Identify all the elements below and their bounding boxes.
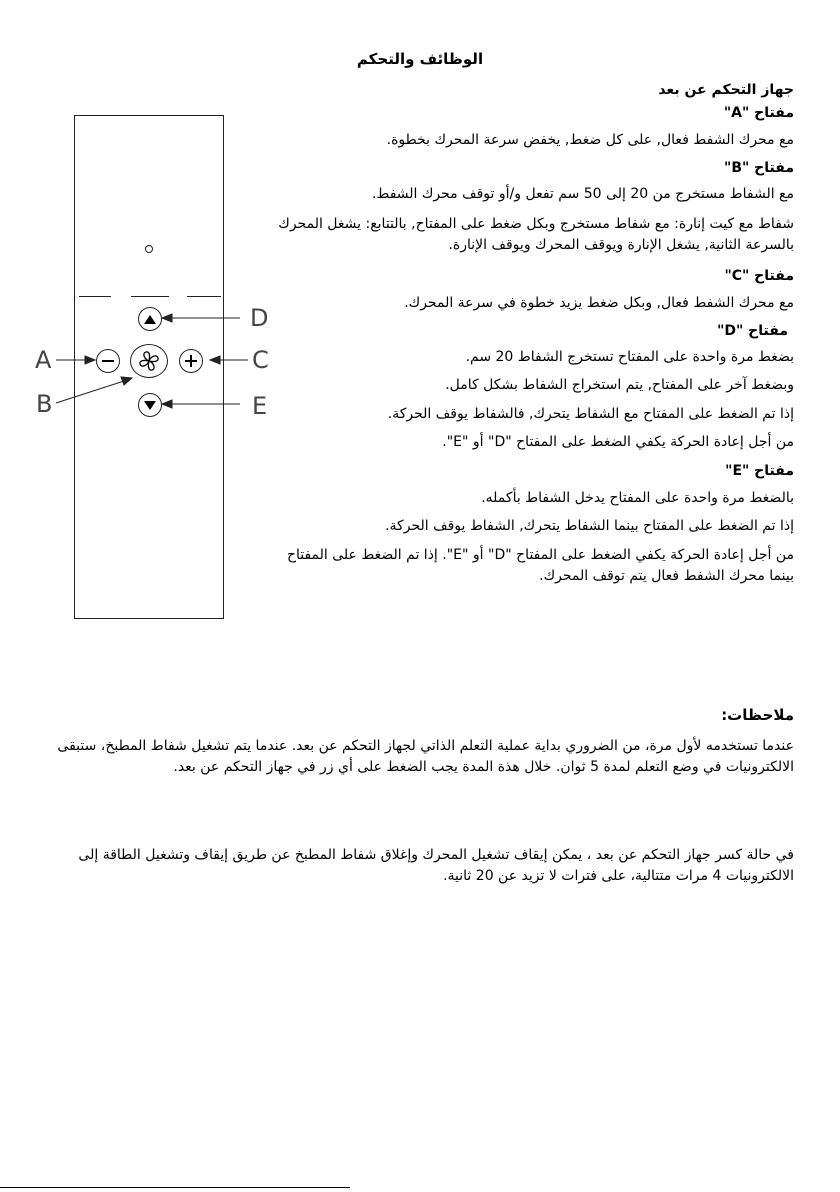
section-e-line: بالضغط مرة واحدة على المفتاح يدخل الشفاط بأكمله. (481, 490, 794, 506)
notes-paragraph-2: في حالة كسر جهاز التحكم عن بعد ، يمكن إيقاف تشغيل المحرك وإغلاق شفاط المطبخ عن طريق إيقاف وتشغيل الطاقة إلى (78, 847, 794, 863)
label-a: A (35, 346, 52, 374)
section-a-heading: مفتاح "A" (723, 105, 794, 121)
section-d-line: وبضغط آخر على المفتاح, يتم استخراج الشفاط بشكل كامل. (445, 377, 794, 393)
section-d-line: بضغط مرة واحدة على المفتاح تستخرج الشفاط 20 سم. (465, 349, 794, 365)
section-c-line: مع محرك الشفط فعال, وبكل ضغط يزيد خطوة في سرعة المحرك. (404, 295, 794, 311)
section-c-heading: مفتاح "C" (724, 268, 794, 284)
section-d-line: من أجل إعادة الحركة يكفي الضغط على المفتاح "D" أو "E". (442, 434, 794, 450)
section-e-heading: مفتاح "E" (725, 463, 794, 479)
section-d-heading: مفتاح "D" (717, 323, 788, 339)
section-b-line: شفاط مع كيت إنارة: مع شفاط مستخرج وبكل ضغط على المفتاح, بالتتابع: يشغل المحرك (278, 216, 794, 232)
page-title: الوظائف والتحكم (356, 50, 484, 68)
label-d: D (250, 304, 269, 332)
remote-heading: جهاز التحكم عن بعد (658, 82, 794, 98)
label-c: C (252, 346, 269, 374)
section-b-heading: مفتاح "B" (724, 160, 794, 176)
notes-paragraph-1: الالكترونيات في وضع التعلم لمدة 5 ثوان. خلال هذة المدة يجب الضغط على أي زر في جهاز التحكم عن بعد. (173, 759, 794, 775)
section-e-line: بينما محرك الشفط فعال يتم توقف المحرك. (539, 568, 794, 584)
footnote-separator (0, 1187, 350, 1188)
section-b-line: بالسرعة الثانية, يشغل الإنارة ويوقف المحرك ويوقف الإنارة. (448, 237, 794, 253)
section-a-line: مع محرك الشفط فعال, على كل ضغط, يخفض سرعة المحرك بخطوة. (386, 132, 794, 148)
notes-paragraph-2: الالكترونيات 4 مرات متتالية، على فترات لا تزيد عن 20 ثانية. (443, 868, 794, 884)
section-d-line: إذا تم الضغط على المفتاح مع الشفاط يتحرك, فالشفاط يوقف الحركة. (387, 406, 794, 422)
section-e-line: إذا تم الضغط على المفتاح بينما الشفاط يتحرك, الشفاط يوقف الحركة. (385, 518, 794, 534)
section-b-line: مع الشفاط مستخرج من 20 إلى 50 سم تفعل و/أو توقف محرك الشفط. (371, 186, 794, 202)
notes-paragraph-1: عندما تستخدمه لأول مرة، من الضروري بداية عملية التعلم الذاتي لجهاز التحكم عن بعد. عندما يتم تشغيل شفاط المطبخ، ستبقى (57, 738, 794, 754)
label-b: B (36, 390, 53, 418)
section-e-line: من أجل إعادة الحركة يكفي الضغط على المفتاح "D" أو "E". إذا تم الضغط على المفتاح (286, 547, 794, 563)
notes-heading: ملاحظات: (721, 706, 794, 724)
label-e: E (252, 392, 268, 420)
